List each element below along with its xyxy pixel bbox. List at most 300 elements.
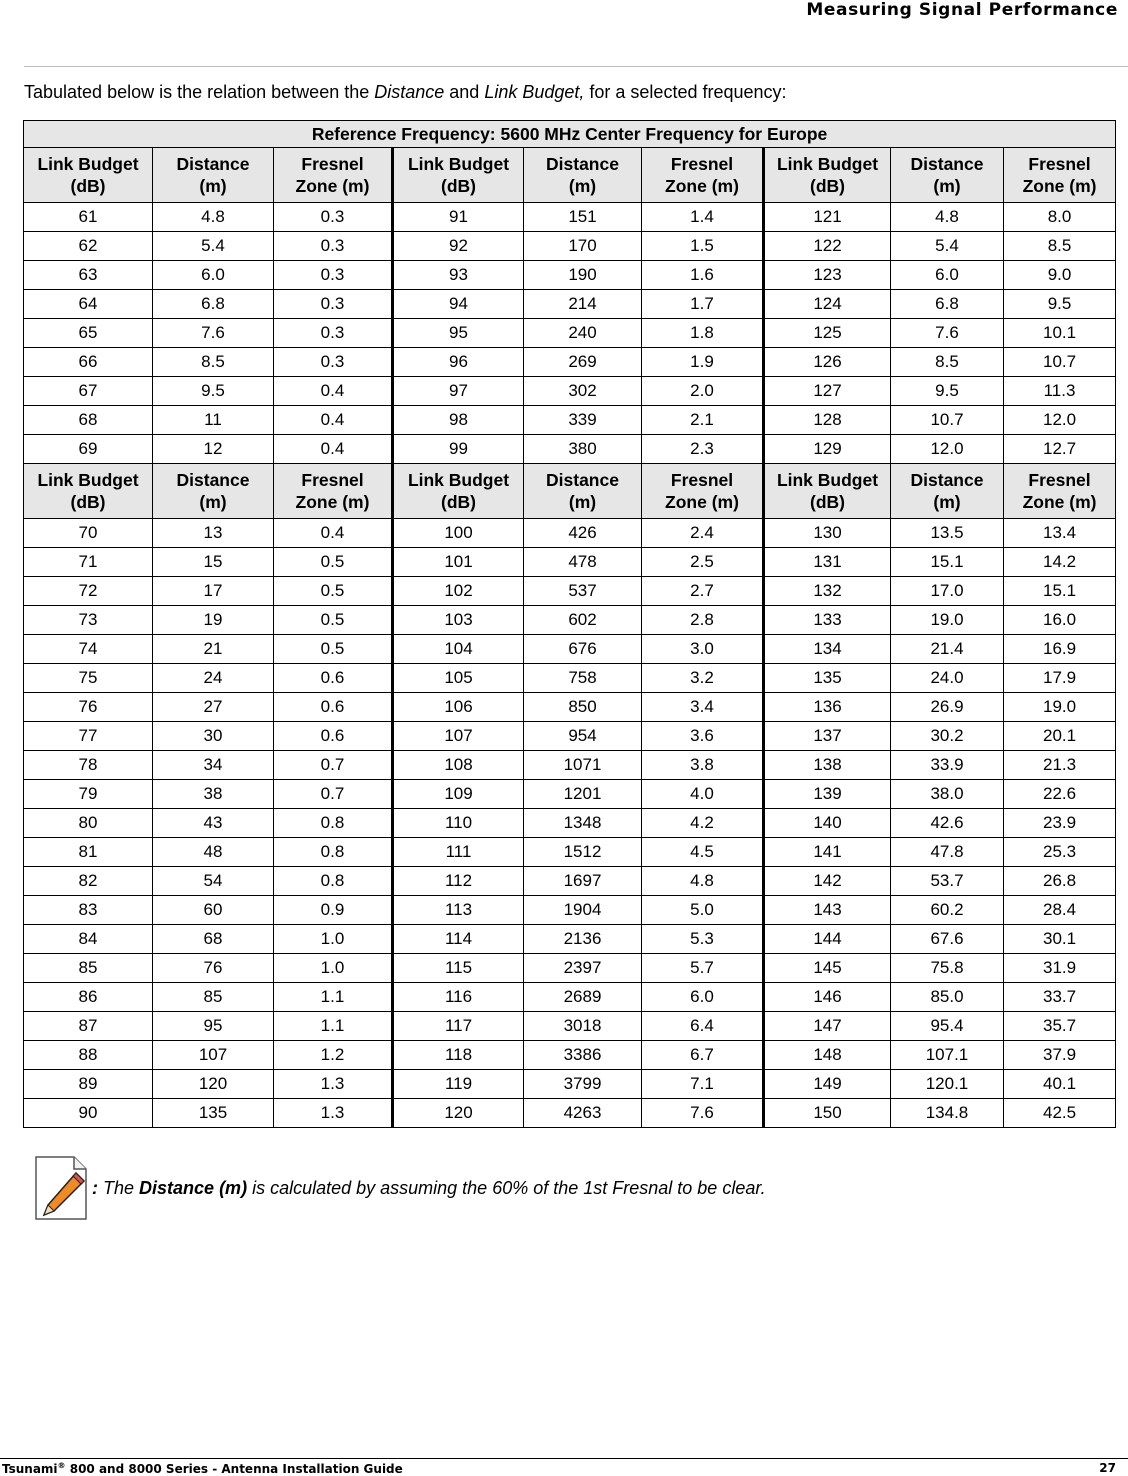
table-cell: 2.7 xyxy=(642,577,764,606)
column-header xyxy=(24,148,153,203)
table-cell: 4.5 xyxy=(642,838,764,867)
table-cell: 123 xyxy=(764,261,891,290)
table-cell: 4.2 xyxy=(642,809,764,838)
intro-middle: and xyxy=(444,82,485,102)
table-cell: 112 xyxy=(393,867,524,896)
table-cell: 135 xyxy=(764,664,891,693)
table-cell: 0.6 xyxy=(274,693,393,722)
table-cell: 131 xyxy=(764,548,891,577)
table-cell: 95.4 xyxy=(891,1012,1004,1041)
table-cell: 30.2 xyxy=(891,722,1004,751)
table-cell: 2397 xyxy=(524,954,642,983)
table-cell: 6.0 xyxy=(891,261,1004,290)
table-cell: 5.7 xyxy=(642,954,764,983)
table-row xyxy=(24,751,1116,780)
table-cell: 40.1 xyxy=(1004,1070,1116,1099)
table-cell: 3.2 xyxy=(642,664,764,693)
table-cell: 22.6 xyxy=(1004,780,1116,809)
table-cell: 1.4 xyxy=(642,203,764,232)
table-cell: 87 xyxy=(24,1012,153,1041)
reference-frequency-table xyxy=(23,120,1116,1128)
table-cell: 85.0 xyxy=(891,983,1004,1012)
table-cell: 4263 xyxy=(524,1099,642,1128)
table-cell: 1201 xyxy=(524,780,642,809)
column-header-line: (dB) xyxy=(810,492,845,512)
table-cell: 21.4 xyxy=(891,635,1004,664)
table-cell: 138 xyxy=(764,751,891,780)
column-header-line: Fresnel xyxy=(301,154,364,174)
table-row xyxy=(24,606,1116,635)
table-row xyxy=(24,261,1116,290)
table-cell: 0.7 xyxy=(274,751,393,780)
column-header xyxy=(274,148,393,203)
table-cell: 1.7 xyxy=(642,290,764,319)
table-cell: 73 xyxy=(24,606,153,635)
table-cell: 0.5 xyxy=(274,548,393,577)
table-cell: 0.4 xyxy=(274,406,393,435)
table-cell: 8.0 xyxy=(1004,203,1116,232)
column-header-line: (m) xyxy=(568,492,597,512)
table-cell: 13.5 xyxy=(891,519,1004,548)
table-cell: 30 xyxy=(153,722,274,751)
table-cell: 0.8 xyxy=(274,838,393,867)
table-cell: 117 xyxy=(393,1012,524,1041)
table-cell: 63 xyxy=(24,261,153,290)
table-row xyxy=(24,519,1116,548)
table-cell: 0.8 xyxy=(274,867,393,896)
table-cell: 1.2 xyxy=(274,1041,393,1070)
table-cell: 2.1 xyxy=(642,406,764,435)
table-cell: 146 xyxy=(764,983,891,1012)
table-row xyxy=(24,548,1116,577)
table-cell: 23.9 xyxy=(1004,809,1116,838)
column-header xyxy=(524,464,642,519)
table-cell: 145 xyxy=(764,954,891,983)
table-cell: 115 xyxy=(393,954,524,983)
table-cell: 90 xyxy=(24,1099,153,1128)
table-cell: 2.3 xyxy=(642,435,764,464)
table-row xyxy=(24,232,1116,261)
table-cell: 21 xyxy=(153,635,274,664)
table-cell: 67 xyxy=(24,377,153,406)
table-cell: 0.8 xyxy=(274,809,393,838)
table-cell: 1348 xyxy=(524,809,642,838)
intro-term-link-budget: Link Budget, xyxy=(484,82,585,102)
table-cell: 81 xyxy=(24,838,153,867)
table-row xyxy=(24,203,1116,232)
table-row xyxy=(24,925,1116,954)
table-cell: 89 xyxy=(24,1070,153,1099)
table-cell: 3018 xyxy=(524,1012,642,1041)
table-cell: 107.1 xyxy=(891,1041,1004,1070)
table-cell: 38.0 xyxy=(891,780,1004,809)
table-cell: 37.9 xyxy=(1004,1041,1116,1070)
table-cell: 75 xyxy=(24,664,153,693)
table-cell: 1.9 xyxy=(642,348,764,377)
column-header-line: Zone (m) xyxy=(295,176,370,196)
table-cell: 3.6 xyxy=(642,722,764,751)
table-cell: 12 xyxy=(153,435,274,464)
table-cell: 0.6 xyxy=(274,664,393,693)
table-cell: 6.8 xyxy=(153,290,274,319)
column-header-line: Zone (m) xyxy=(665,176,739,196)
table-row xyxy=(24,867,1116,896)
column-header-line: Link Budget xyxy=(776,470,879,490)
column-header-line: Distance xyxy=(910,154,984,174)
column-header-line: Link Budget xyxy=(407,470,510,490)
table-cell: 1.5 xyxy=(642,232,764,261)
table-cell: 2.8 xyxy=(642,606,764,635)
table-cell: 101 xyxy=(393,548,524,577)
table-cell: 9.5 xyxy=(891,377,1004,406)
table-row xyxy=(24,406,1116,435)
table-cell: 11.3 xyxy=(1004,377,1116,406)
table-cell: 15 xyxy=(153,548,274,577)
table-cell: 85 xyxy=(153,983,274,1012)
table-cell: 38 xyxy=(153,780,274,809)
table-cell: 214 xyxy=(524,290,642,319)
table-row xyxy=(24,664,1116,693)
column-header-line: (dB) xyxy=(441,176,476,196)
table-cell: 19 xyxy=(153,606,274,635)
column-header xyxy=(393,148,524,203)
table-row xyxy=(24,896,1116,925)
column-header-line: Fresnel xyxy=(1028,470,1091,490)
table-cell: 68 xyxy=(153,925,274,954)
table-cell: 16.0 xyxy=(1004,606,1116,635)
table-cell: 15.1 xyxy=(891,548,1004,577)
table-cell: 190 xyxy=(524,261,642,290)
column-header-line: Zone (m) xyxy=(1022,176,1097,196)
table-cell: 3.4 xyxy=(642,693,764,722)
table-row xyxy=(24,983,1116,1012)
table-row xyxy=(24,838,1116,867)
footer-guide-title xyxy=(2,1461,403,1476)
column-header xyxy=(642,464,764,519)
intro-suffix: for a selected frequency: xyxy=(584,82,787,102)
table-cell: 47.8 xyxy=(891,838,1004,867)
table-title: Reference Frequency: 5600 MHz Center Frequency for Europe xyxy=(24,121,1116,148)
table-cell: 142 xyxy=(764,867,891,896)
table-cell: 126 xyxy=(764,348,891,377)
table-cell: 6.0 xyxy=(642,983,764,1012)
table-cell: 122 xyxy=(764,232,891,261)
table-cell: 1.1 xyxy=(274,983,393,1012)
table-cell: 954 xyxy=(524,722,642,751)
table-cell: 35.7 xyxy=(1004,1012,1116,1041)
table-cell: 140 xyxy=(764,809,891,838)
table-cell: 67.6 xyxy=(891,925,1004,954)
intro-term-distance: Distance xyxy=(374,82,445,102)
table-cell: 68 xyxy=(24,406,153,435)
table-cell: 116 xyxy=(393,983,524,1012)
table-cell: 84 xyxy=(24,925,153,954)
table-cell: 1.6 xyxy=(642,261,764,290)
table-row xyxy=(24,809,1116,838)
table-cell: 34 xyxy=(153,751,274,780)
table-cell: 61 xyxy=(24,203,153,232)
table-cell: 0.7 xyxy=(274,780,393,809)
table-cell: 111 xyxy=(393,838,524,867)
table-cell: 134.8 xyxy=(891,1099,1004,1128)
table-cell: 240 xyxy=(524,319,642,348)
table-cell: 48 xyxy=(153,838,274,867)
column-header xyxy=(891,464,1004,519)
column-header-line: Link Budget xyxy=(37,154,139,174)
table-cell: 1071 xyxy=(524,751,642,780)
table-cell: 114 xyxy=(393,925,524,954)
table-cell: 2136 xyxy=(524,925,642,954)
table-cell: 7.1 xyxy=(642,1070,764,1099)
table-cell: 8.5 xyxy=(1004,232,1116,261)
table-cell: 24.0 xyxy=(891,664,1004,693)
table-cell: 43 xyxy=(153,809,274,838)
table-cell: 15.1 xyxy=(1004,577,1116,606)
table-cell: 8.5 xyxy=(153,348,274,377)
table-cell: 33.9 xyxy=(891,751,1004,780)
table-row xyxy=(24,1070,1116,1099)
table-cell: 141 xyxy=(764,838,891,867)
table-cell: 30.1 xyxy=(1004,925,1116,954)
table-cell: 676 xyxy=(524,635,642,664)
table-cell: 103 xyxy=(393,606,524,635)
table-cell: 9.0 xyxy=(1004,261,1116,290)
table-cell: 0.3 xyxy=(274,203,393,232)
table-cell: 0.3 xyxy=(274,348,393,377)
table-cell: 151 xyxy=(524,203,642,232)
table-cell: 17.0 xyxy=(891,577,1004,606)
column-header-line: (dB) xyxy=(810,176,845,196)
table-cell: 19.0 xyxy=(1004,693,1116,722)
table-cell: 1904 xyxy=(524,896,642,925)
table-cell: 60 xyxy=(153,896,274,925)
note-prefix: The xyxy=(103,1177,140,1198)
table-cell: 16.9 xyxy=(1004,635,1116,664)
table-cell: 20.1 xyxy=(1004,722,1116,751)
table-cell: 106 xyxy=(393,693,524,722)
table-cell: 97 xyxy=(393,377,524,406)
table-cell: 150 xyxy=(764,1099,891,1128)
table-cell: 7.6 xyxy=(642,1099,764,1128)
table-cell: 74 xyxy=(24,635,153,664)
table-cell: 5.4 xyxy=(153,232,274,261)
table-cell: 99 xyxy=(393,435,524,464)
table-cell: 95 xyxy=(393,319,524,348)
table-cell: 136 xyxy=(764,693,891,722)
table-cell: 1512 xyxy=(524,838,642,867)
table-cell: 11 xyxy=(153,406,274,435)
table-cell: 76 xyxy=(24,693,153,722)
table-cell: 1.3 xyxy=(274,1099,393,1128)
table-row xyxy=(24,693,1116,722)
table-cell: 24 xyxy=(153,664,274,693)
table-cell: 72 xyxy=(24,577,153,606)
column-header-line: (m) xyxy=(933,492,961,512)
table-cell: 2.4 xyxy=(642,519,764,548)
table-cell: 4.0 xyxy=(642,780,764,809)
table-cell: 10.7 xyxy=(891,406,1004,435)
table-cell: 62 xyxy=(24,232,153,261)
table-cell: 113 xyxy=(393,896,524,925)
pencil-note-icon xyxy=(32,1155,90,1221)
table-cell: 8.5 xyxy=(891,348,1004,377)
table-cell: 26.9 xyxy=(891,693,1004,722)
column-header-line: Fresnel xyxy=(301,470,364,490)
table-cell: 133 xyxy=(764,606,891,635)
footer-guide-name: 800 and 8000 Series - Antenna Installation Guide xyxy=(65,1462,403,1476)
table-cell: 79 xyxy=(24,780,153,809)
table-cell: 302 xyxy=(524,377,642,406)
table-cell: 108 xyxy=(393,751,524,780)
table-row xyxy=(24,348,1116,377)
table-cell: 478 xyxy=(524,548,642,577)
column-header xyxy=(24,464,153,519)
table-cell: 69 xyxy=(24,435,153,464)
column-header-line: (m) xyxy=(199,176,227,196)
table-cell: 6.4 xyxy=(642,1012,764,1041)
table-cell: 12.0 xyxy=(891,435,1004,464)
table-cell: 3386 xyxy=(524,1041,642,1070)
table-cell: 1.0 xyxy=(274,954,393,983)
table-row xyxy=(24,780,1116,809)
note-colon: : xyxy=(92,1177,103,1198)
table-cell: 139 xyxy=(764,780,891,809)
header-divider xyxy=(24,66,1128,67)
table-cell: 70 xyxy=(24,519,153,548)
table-cell: 0.6 xyxy=(274,722,393,751)
table-row xyxy=(24,1099,1116,1128)
table-cell: 0.3 xyxy=(274,261,393,290)
column-header xyxy=(1004,148,1116,203)
table-cell: 12.7 xyxy=(1004,435,1116,464)
table-cell: 9.5 xyxy=(153,377,274,406)
running-header-title: Measuring Signal Performance xyxy=(806,0,1118,20)
table-cell: 64 xyxy=(24,290,153,319)
table-cell: 42.5 xyxy=(1004,1099,1116,1128)
table-cell: 1.3 xyxy=(274,1070,393,1099)
column-header-line: Link Budget xyxy=(776,154,879,174)
table-cell: 33.7 xyxy=(1004,983,1116,1012)
table-cell: 82 xyxy=(24,867,153,896)
table-cell: 758 xyxy=(524,664,642,693)
table-cell: 137 xyxy=(764,722,891,751)
table-cell: 4.8 xyxy=(642,867,764,896)
table-cell: 0.9 xyxy=(274,896,393,925)
column-header-line: Zone (m) xyxy=(1022,492,1097,512)
table-cell: 120 xyxy=(153,1070,274,1099)
column-header xyxy=(764,148,891,203)
column-header-line: Zone (m) xyxy=(295,492,370,512)
table-cell: 91 xyxy=(393,203,524,232)
table-cell: 19.0 xyxy=(891,606,1004,635)
table-cell: 98 xyxy=(393,406,524,435)
table-cell: 118 xyxy=(393,1041,524,1070)
table-cell: 0.3 xyxy=(274,290,393,319)
column-header-line: Link Budget xyxy=(37,470,139,490)
table-cell: 148 xyxy=(764,1041,891,1070)
column-header-line: (dB) xyxy=(70,176,106,196)
column-header-line: (dB) xyxy=(441,492,476,512)
table-cell: 83 xyxy=(24,896,153,925)
table-cell: 5.3 xyxy=(642,925,764,954)
table-cell: 9.5 xyxy=(1004,290,1116,319)
table-cell: 95 xyxy=(153,1012,274,1041)
column-header-line: Distance xyxy=(176,470,250,490)
table-cell: 144 xyxy=(764,925,891,954)
table-cell: 170 xyxy=(524,232,642,261)
table-cell: 7.6 xyxy=(891,319,1004,348)
table-cell: 28.4 xyxy=(1004,896,1116,925)
table-row xyxy=(24,435,1116,464)
column-header xyxy=(891,148,1004,203)
table-cell: 120.1 xyxy=(891,1070,1004,1099)
table-cell: 100 xyxy=(393,519,524,548)
table-cell: 6.0 xyxy=(153,261,274,290)
column-header-line: Distance xyxy=(176,154,250,174)
table-cell: 88 xyxy=(24,1041,153,1070)
column-header xyxy=(393,464,524,519)
note-bold-term: Distance (m) xyxy=(139,1177,248,1198)
column-header-line: (dB) xyxy=(70,492,106,512)
table-cell: 339 xyxy=(524,406,642,435)
column-header xyxy=(524,148,642,203)
table-cell: 269 xyxy=(524,348,642,377)
table-cell: 0.5 xyxy=(274,577,393,606)
column-header-line: Zone (m) xyxy=(665,492,739,512)
table-cell: 12.0 xyxy=(1004,406,1116,435)
column-header-line: (m) xyxy=(199,492,227,512)
table-cell: 27 xyxy=(153,693,274,722)
note xyxy=(32,1155,766,1221)
table-cell: 119 xyxy=(393,1070,524,1099)
intro-prefix: Tabulated below is the relation between the xyxy=(24,82,375,102)
table-cell: 10.7 xyxy=(1004,348,1116,377)
table-cell: 127 xyxy=(764,377,891,406)
table-cell: 0.3 xyxy=(274,232,393,261)
column-header xyxy=(1004,464,1116,519)
table-row xyxy=(24,377,1116,406)
table-cell: 380 xyxy=(524,435,642,464)
column-header xyxy=(153,148,274,203)
table-cell: 85 xyxy=(24,954,153,983)
table-cell: 86 xyxy=(24,983,153,1012)
table-cell: 5.0 xyxy=(642,896,764,925)
table-cell: 76 xyxy=(153,954,274,983)
table-cell: 21.3 xyxy=(1004,751,1116,780)
table-cell: 2689 xyxy=(524,983,642,1012)
note-text: is calculated by assuming the 60% of the 1st Fresnal to be clear. xyxy=(247,1177,766,1198)
table-cell: 0.5 xyxy=(274,606,393,635)
table-cell: 7.6 xyxy=(153,319,274,348)
table-cell: 53.7 xyxy=(891,867,1004,896)
table-cell: 77 xyxy=(24,722,153,751)
table-cell: 109 xyxy=(393,780,524,809)
intro-paragraph xyxy=(24,82,787,103)
table-cell: 3.8 xyxy=(642,751,764,780)
table-cell: 31.9 xyxy=(1004,954,1116,983)
table-cell: 94 xyxy=(393,290,524,319)
table-cell: 78 xyxy=(24,751,153,780)
table-cell: 71 xyxy=(24,548,153,577)
table-row xyxy=(24,290,1116,319)
table-cell: 66 xyxy=(24,348,153,377)
table-cell: 17.9 xyxy=(1004,664,1116,693)
table-row xyxy=(24,577,1116,606)
table-cell: 2.5 xyxy=(642,548,764,577)
table-cell: 4.8 xyxy=(891,203,1004,232)
column-header xyxy=(764,464,891,519)
table-cell: 1697 xyxy=(524,867,642,896)
